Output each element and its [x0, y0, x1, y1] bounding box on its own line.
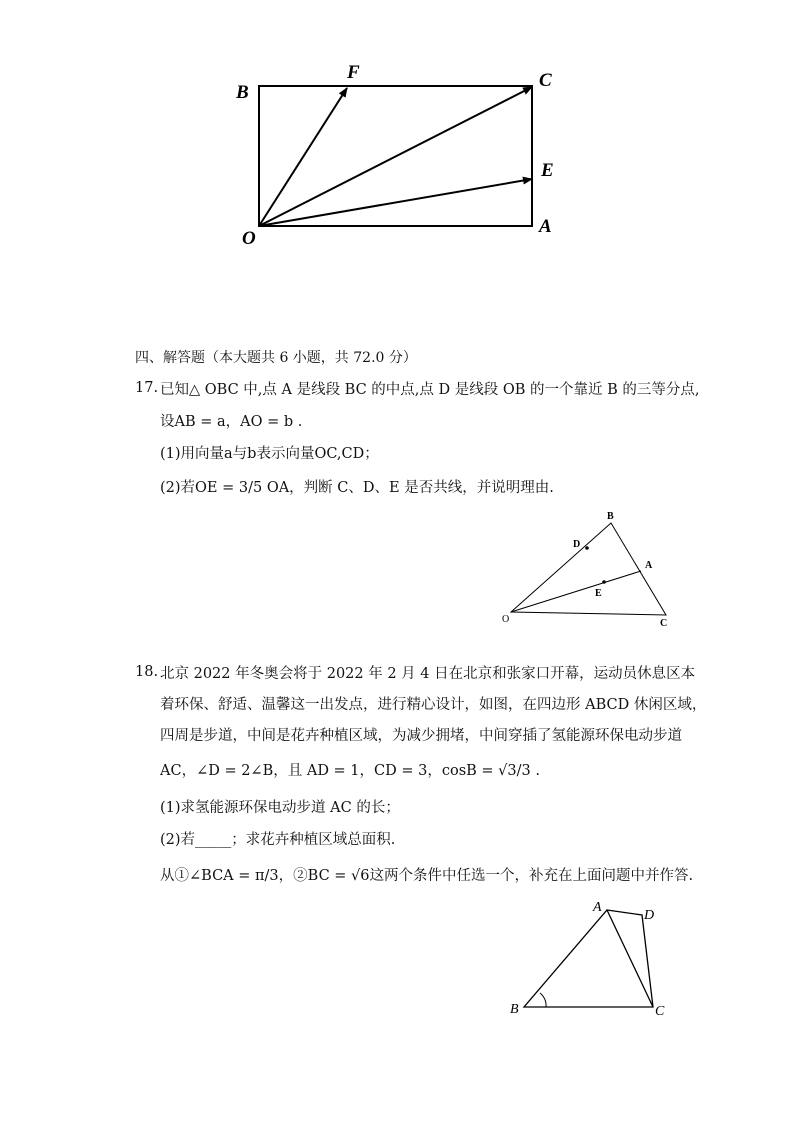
q18-number: 18.: [135, 664, 159, 680]
q17-number: 17.: [135, 380, 159, 396]
fig17-label-d: D: [573, 539, 581, 550]
vector-oe: [259, 179, 532, 226]
quadrilateral-abcd: [524, 910, 653, 1007]
triangle-obc: [511, 523, 666, 615]
label-f: F: [347, 62, 360, 83]
fig17-label-e: E: [595, 588, 602, 599]
vector-oc: [259, 87, 532, 226]
fig17-label-c: C: [660, 618, 668, 629]
label-a: A: [539, 216, 552, 237]
q18-part3: 从①∠BCA = π/3，②BC = √6这两个条件中任选一个，补充在上面问题中并作答.: [160, 868, 694, 884]
label-c: C: [539, 70, 552, 91]
q18-part2: (2)若_____；求花卉种植区域总面积.: [160, 832, 396, 848]
q18-part1: (1)求氢能源环保电动步道 AC 的长；: [160, 800, 400, 816]
segment-ac: [607, 910, 653, 1007]
fig17-label-a: A: [645, 560, 653, 571]
point-e: [602, 580, 606, 584]
fig18-label-c: C: [655, 1004, 665, 1019]
fig18-label-a: A: [593, 900, 602, 915]
figure-quadrilateral-abcd: [500, 895, 690, 1025]
q18-line1: 北京 2022 年冬奥会将于 2022 年 2 月 4 日在北京和张家口开幕，运动员休息区本: [160, 666, 696, 682]
q18-line3: 四周是步道，中间是花卉种植区域，为减少拥堵，中间穿插了氢能源环保电动步道: [160, 728, 682, 744]
fig18-label-d: D: [644, 908, 655, 923]
figure-rectangle-vectors: [0, 0, 793, 300]
figure-triangle-obc: [490, 505, 690, 635]
fig17-label-o: O: [502, 614, 510, 625]
label-e: E: [541, 160, 554, 181]
segment-oa: [511, 571, 641, 612]
label-b: B: [236, 82, 249, 103]
fig17-label-b: B: [607, 511, 614, 522]
q17-line2: 设AB = a，AO = b .: [160, 414, 303, 430]
section-header: 四、解答题（本大题共 6 小题，共 72.0 分）: [135, 350, 417, 366]
point-d: [585, 546, 589, 550]
q17-part1: (1)用向量a与b表示向量OC,CD；: [160, 446, 379, 462]
vector-of: [259, 88, 347, 226]
q18-line2: 着环保、舒适、温馨这一出发点，进行精心设计，如图，在四边形 ABCD 休闲区域，: [160, 697, 707, 713]
label-o: O: [242, 228, 256, 249]
fig18-label-b: B: [510, 1002, 519, 1017]
angle-b-arc: [540, 993, 546, 1007]
q18-line4: AC，∠D = 2∠B，且 AD = 1，CD = 3，cosB = √3/3 .: [160, 763, 540, 779]
q17-part2: (2)若OE = 3/5 OA，判断 C、D、E 是否共线，并说明理由.: [160, 480, 554, 496]
q17-line1: 已知△ OBC 中,点 A 是线段 BC 的中点,点 D 是线段 OB 的一个靠近 B 的三等分点,: [160, 382, 700, 398]
